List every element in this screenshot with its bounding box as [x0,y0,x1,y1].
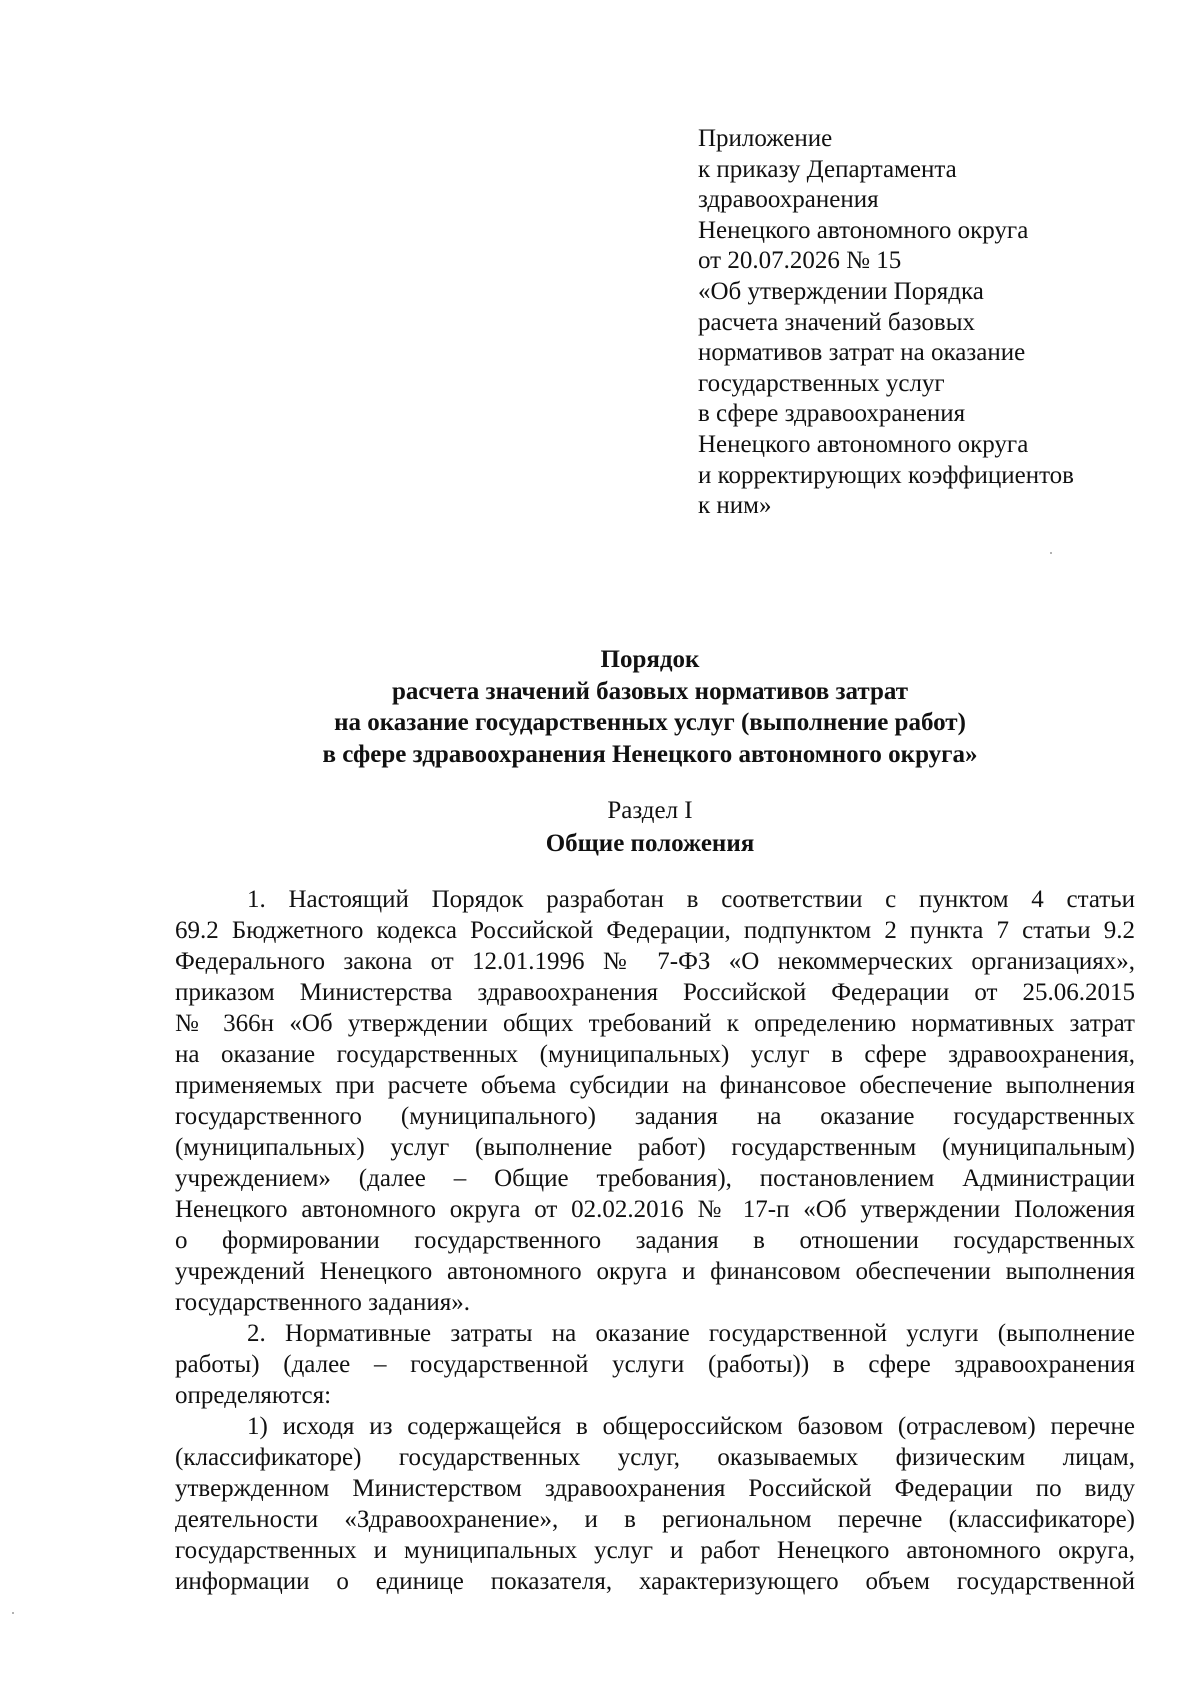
text-line: определяются: [175,1382,332,1409]
paragraph-2 [175,1318,1135,1411]
text-line: 1) исходя из содержащейся в общероссийском базовом (отраслевом) перечне [247,1413,1135,1440]
text-line: о формировании государственного задания в отношении государственных [175,1227,1135,1254]
text-line: государственного задания». [175,1289,470,1316]
title-line: расчета значений базовых нормативов затрат [392,677,908,705]
text-line: государственных и муниципальных услуг и работ Ненецкого автономного округа, [175,1537,1135,1564]
text-line: 1. Настоящий Порядок разработан в соответствии с пунктом 4 статьи [247,886,1135,913]
section-title: Общие положения [545,830,755,857]
appendix-line: Ненецкого автономного округа [698,216,1029,244]
text-line: (классификаторе) государственных услуг, оказываемых физическим лицам, [175,1444,1135,1471]
appendix-line: в сфере здравоохранения [698,400,966,428]
appendix-line: здравоохранения [698,186,879,214]
title-line: Порядок [600,646,700,673]
appendix-line: к приказу Департамента [698,155,957,183]
title-line: на оказание государственных услуг (выполнение работ) [334,709,966,737]
title-line: в сфере здравоохранения Ненецкого автономного округа» [322,740,978,768]
appendix-line: к ним» [698,492,772,520]
text-line: Федерального закона от 12.01.1996 № 7-ФЗ «О некоммерческих организациях», [175,948,1135,975]
text-line: 69.2 Бюджетного кодекса Российской Федерации, подпунктом 2 пункта 7 статьи 9.2 [175,917,1135,944]
section-number: Раздел I [607,797,693,824]
text-line: на оказание государственных (муниципальных) услуг в сфере здравоохранения, [175,1041,1135,1068]
text-line: деятельности «Здравоохранение», и в региональном перечне (классификаторе) [175,1506,1135,1533]
paragraph-1 [175,884,1135,1318]
appendix-block [698,124,1158,522]
document-body [175,884,1135,1597]
text-line: № 366н «Об утверждении общих требований к определению нормативных затрат [175,1010,1135,1037]
document-title [170,644,1130,770]
appendix-line: Ненецкого автономного округа [698,430,1029,458]
text-line: приказом Министерства здравоохранения Российской Федерации от 25.06.2015 [175,979,1135,1006]
appendix-line: и корректирующих коэффициентов [698,461,1074,489]
appendix-line: «Об утверждении Порядка [698,277,984,305]
text-line: учреждением» (далее – Общие требования), постановлением Администрации [175,1165,1135,1192]
appendix-line: нормативов затрат на оказание [698,339,1026,367]
text-line: Ненецкого автономного округа от 02.02.2016 № 17-п «Об утверждении Положения [175,1196,1135,1223]
text-line: информации о единице показателя, характеризующего объем государственной [175,1568,1135,1595]
text-line: (муниципальных) услуг (выполнение работ) государственным (муниципальным) [175,1134,1135,1161]
appendix-line: государственных услуг [698,369,945,397]
text-line: применяемых при расчете объема субсидии на финансовое обеспечение выполнения [175,1072,1135,1099]
text-line: утвержденном Министерством здравоохранения Российской Федерации по виду [175,1475,1135,1502]
paragraph-3 [175,1411,1135,1597]
text-line: 2. Нормативные затраты на оказание государственной услуги (выполнение [247,1320,1135,1347]
text-line: государственного (муниципального) задания на оказание государственных [175,1103,1135,1130]
appendix-line: от 20.07.2026 № 15 [698,247,902,275]
scan-speck [12,1612,14,1614]
text-line: работы) (далее – государственной услуги (работы)) в сфере здравоохранения [175,1351,1135,1378]
appendix-line: расчета значений базовых [698,308,975,336]
text-line: учреждений Ненецкого автономного округа и финансовом обеспечении выполнения [175,1258,1135,1285]
appendix-line: Приложение [698,125,833,152]
scan-speck [1050,552,1052,554]
